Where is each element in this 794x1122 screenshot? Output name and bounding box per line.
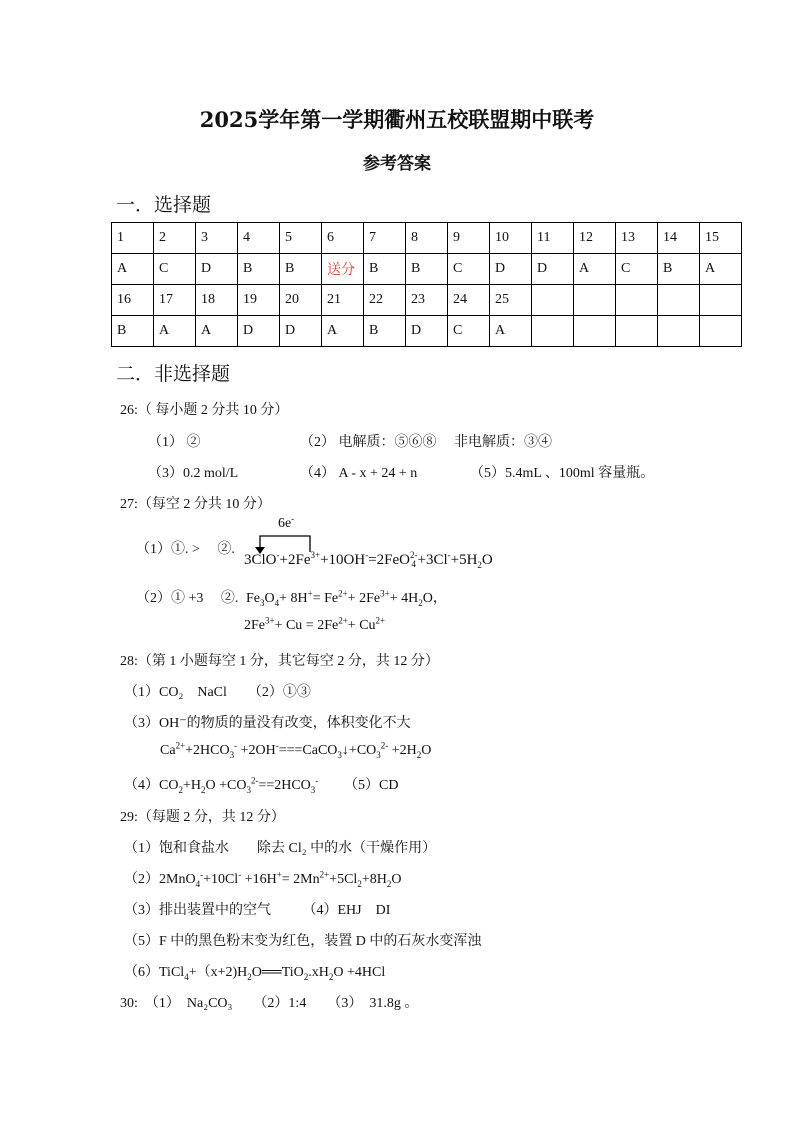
empty-cell xyxy=(616,316,658,347)
q26-answer-2: （2） 电解质：⑤⑥⑧ 非电解质：③④ xyxy=(300,435,552,450)
q28-answer-5: （5）CD xyxy=(344,778,399,793)
answer-cell: B xyxy=(658,254,700,285)
answer-cell: A xyxy=(154,316,196,347)
answer-cell: A xyxy=(322,316,364,347)
q29-answer-1: （1）饱和食盐水 除去 Cl₂ 中的水（干燥作用） xyxy=(124,841,437,856)
empty-cell xyxy=(574,285,616,316)
q28-answer-3: （3）OH⁻的物质的量没有改变，体积变化不大 xyxy=(124,716,411,731)
question-number: 8 xyxy=(406,223,448,254)
empty-cell xyxy=(616,285,658,316)
table-row xyxy=(112,316,742,347)
question-number: 18 xyxy=(196,285,238,316)
question-number: 4 xyxy=(238,223,280,254)
answer-cell: B xyxy=(364,254,406,285)
page-subtitle: 参考答案 xyxy=(363,154,431,174)
section-multiple-choice: 一．选择题 xyxy=(116,194,212,216)
question-number: 25 xyxy=(490,285,532,316)
answer-cell: C xyxy=(448,316,490,347)
answer-cell: A xyxy=(700,254,742,285)
empty-cell xyxy=(658,316,700,347)
empty-cell xyxy=(658,285,700,316)
q29-answer-2: $(2)2MnO_4^-+10Cl^- +16H^+= 2Mn^{2+}+5Cl_2+8H_2O$ xyxy=(124,869,402,889)
empty-cell xyxy=(532,285,574,316)
q26-answer-4: （4） A - x + 24 + n xyxy=(300,466,418,481)
q26-answer-5: （5）5.4mL 、100ml 容量瓶。 xyxy=(470,466,655,481)
answer-cell: B xyxy=(406,254,448,285)
answer-cell: C xyxy=(616,254,658,285)
question-number: 7 xyxy=(364,223,406,254)
section-non-multiple-choice: 二．非选择题 xyxy=(116,363,231,385)
answer-cell: D xyxy=(196,254,238,285)
question-number: 3 xyxy=(196,223,238,254)
q26-header: 26:（ 每小题 2 分共 10 分） xyxy=(120,403,289,418)
question-number: 11 xyxy=(532,223,574,254)
question-number: 14 xyxy=(658,223,700,254)
q27-header: 27:（每空 2 分共 10 分） xyxy=(120,497,271,512)
q27-answer-2: （2）① +3 ②. xyxy=(136,591,239,606)
question-number: 24 xyxy=(448,285,490,316)
q29-answer-5: （5）F 中的黑色粉末变为红色，装置 D 中的石灰水变浑浊 xyxy=(124,934,482,949)
q28-header: 28:（第 1 小题每空 1 分，其它每空 2 分，共 12 分） xyxy=(120,654,439,669)
answer-cell: A xyxy=(490,316,532,347)
q30-answers: 30: （1） Na₂CO₃ （2）1:4 （3） 31.8g 。 xyxy=(120,996,419,1011)
question-number: 21 xyxy=(322,285,364,316)
empty-cell xyxy=(532,316,574,347)
page-title: 2025学年第一学期衢州五校联盟期中联考 xyxy=(199,107,595,132)
question-number: 12 xyxy=(574,223,616,254)
question-number: 19 xyxy=(238,285,280,316)
answer-cell: C xyxy=(448,254,490,285)
q27-redox-equation: $3ClO^-+2Fe^{3+}+10OH^-=2FeO2-$ $4 +3Cl^-+5H_2O$ xyxy=(244,550,493,570)
question-number: 20 xyxy=(280,285,322,316)
q27-answer-1: （1）①. > ②. xyxy=(136,542,235,557)
question-number: 2 xyxy=(154,223,196,254)
question-number: 13 xyxy=(616,223,658,254)
answer-cell: D xyxy=(238,316,280,347)
question-number: 5 xyxy=(280,223,322,254)
answer-table xyxy=(111,222,742,347)
empty-cell xyxy=(700,285,742,316)
q27-equation-fe3o4: $Fe_3O_4+ 8H^+= Fe^{2+}+ 2Fe^{3+}+ 4H_2O$， xyxy=(246,588,447,608)
q28-answer-4: $(4)CO_2+H_2O +CO_3^{2-}==2HCO_3^-$ xyxy=(124,775,319,795)
question-number: 15 xyxy=(700,223,742,254)
q26-answer-3: （3）0.2 mol/L xyxy=(148,466,239,481)
answer-cell: D xyxy=(280,316,322,347)
answer-cell: B xyxy=(280,254,322,285)
question-number: 22 xyxy=(364,285,406,316)
q28-equation-caco3: $Ca^{2+}+2HCO_3^-$ $+2OH^-===CaCO_3↓+CO_3^{2-} +2H_2O$ xyxy=(160,740,432,760)
q26-answer-1: （1） ② xyxy=(148,435,201,450)
answer-cell: A xyxy=(112,254,154,285)
q28-answer-1-2: （1）CO₂ NaCl （2）①③ xyxy=(124,685,311,700)
q29-answer-3-4: （3）排出装置中的空气 （4）EHJ DI xyxy=(124,903,391,918)
q29-answer-6: $(6)TiCl_4+(x+2)H_2O══TiO_2.xH_2O +4HCl$ xyxy=(124,965,386,982)
table-row xyxy=(112,285,742,316)
question-number: 17 xyxy=(154,285,196,316)
empty-cell xyxy=(700,316,742,347)
question-number: 6 xyxy=(322,223,364,254)
answer-cell: C xyxy=(154,254,196,285)
q27-equation-cu: $2Fe^{3+}+ Cu = 2Fe^{2+}+ Cu^{2+}$ xyxy=(244,615,386,633)
electron-transfer-label: 6e- xyxy=(278,513,295,531)
question-number: 16 xyxy=(112,285,154,316)
answer-cell: A xyxy=(574,254,616,285)
table-row xyxy=(112,223,742,254)
question-number: 23 xyxy=(406,285,448,316)
answer-cell: B xyxy=(112,316,154,347)
answer-cell: B xyxy=(238,254,280,285)
q29-header: 29:（每题 2 分，共 12 分） xyxy=(120,810,285,825)
answer-cell: B xyxy=(364,316,406,347)
answer-cell: A xyxy=(196,316,238,347)
answer-cell: D xyxy=(532,254,574,285)
answer-cell-free-points: 送分 xyxy=(322,254,364,285)
question-number: 9 xyxy=(448,223,490,254)
answer-cell: D xyxy=(406,316,448,347)
empty-cell xyxy=(574,316,616,347)
table-row xyxy=(112,254,742,285)
question-number: 1 xyxy=(112,223,154,254)
answer-cell: D xyxy=(490,254,532,285)
question-number: 10 xyxy=(490,223,532,254)
